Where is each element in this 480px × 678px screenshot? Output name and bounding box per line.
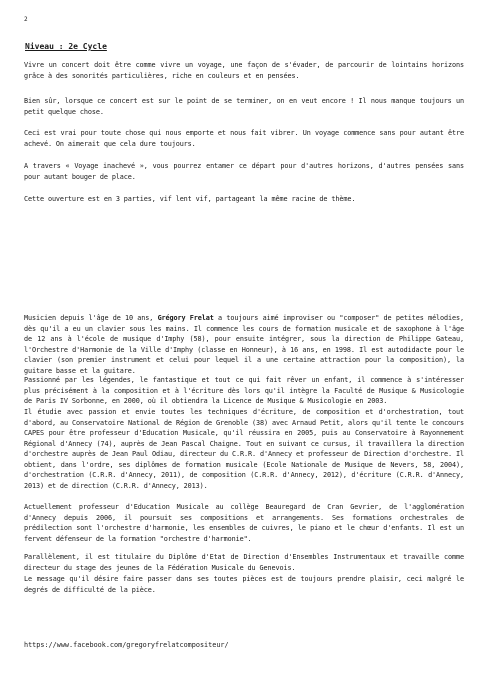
bio-paragraph-3: Il étudie avec passion et envie toutes les techniques d'écriture, de composition et d'orchestration, tout d'abord, au Conservatoire National de Région de Grenoble (38) avec Arnaud Petit, alors qu'il tente le concours CAPES pour être professeur d'Education Musicale, qu'il réussira en 2005, puis au Conservatoire à Rayonnement Régional d'Annecy (74), auprès de Jean Pascal Chaigne. Tout en suivant ce cursus, il travaillera la direction d'orchestre auprès de Jean Paul Odiau, directeur du C.R.R. d'Annecy et professeur de Direction d'orchestre. Il obtient, dans l'ordre, ses diplômes de formation musicale (Ecole Nationale de Musique de Nevers, 58, 2004), d'orchestration (C.R.R. d'Annecy, 2011), de composition (C.R.R. d'Annecy, 2012), d'écriture (C.R.R. d'Annecy, 2013) et de direction (C.R.R. d'Annecy, 2013). (24, 408, 464, 490)
bio-paragraph-6: Le message qu'il désire faire passer dans ses toutes pièces est de toujours prendre plaisir, ceci malgré le degrés de difficulté de la pièce. (24, 575, 464, 594)
facebook-link[interactable]: https://www.facebook.com/gregoryfrelatcompositeur/ (24, 641, 229, 649)
bio-paragraph-2: Passionné par les légendes, le fantastique et tout ce qui fait rêver un enfant, il commence à s'intéresser plus précisément à la composition et à l'écriture dès lors qu'il intègre la Faculté de Musique & Musicologie de Paris IV Sorbonne, en 2000, où il obtiendra la Licence de Musique & Musicologie en 2003. (24, 376, 464, 405)
bio-paragraph-1 (24, 313, 464, 376)
intro-paragraph-2: Bien sûr, lorsque ce concert est sur le point de se terminer, on en veut encore ! Il nous manque toujours un petit quelque chose. (24, 97, 464, 116)
intro-paragraph-1: Vivre un concert doit être comme vivre un voyage, une façon de s'évader, de parcourir de lointains horizons grâce à des sonorités particulières, riche en couleurs et en pensées. (24, 61, 464, 80)
bio-paragraph-5: Parallèlement, il est titulaire du Diplôme d'Etat de Direction d'Ensembles Instrumentaux et travaille comme directeur du stage des jeunes de la Fédération Musicale du Genevois. (24, 553, 464, 572)
bio-p1-end: a toujours aimé improviser ou "composer" de petites mélodies, dès qu'il a eu un clavier sous les mains. Il commence les cours de formation musicale et de saxophone à l'âge de 12 ans à l'école de musique d'Imphy (58), pour ensuite intégrer, sous la direction de Philippe Gateau, l'Orchestre d'Harmonie de la Ville d'Imphy (classe en Honneur), à 16 ans, en 1998. Il est autodidacte pour le clavier (son premier instrument et celui pour lequel il a une certaine attraction pour la composition), la guitare basse et la guitare. (24, 314, 464, 375)
intro-paragraph-4: A travers « Voyage inachevé », vous pourrez entamer ce départ pour d'autres horizons, d'autres pensées sans pour autant bouger de place. (24, 162, 464, 181)
intro-paragraph-3: Ceci est vrai pour toute chose qui nous emporte et nous fait vibrer. Un voyage commence sans pour autant être achevé. On aimerait que cela dure toujours. (24, 129, 464, 148)
bio-paragraph-4: Actuellement professeur d'Education Musicale au collège Beauregard de Cran Gevrier, de l'agglomération d'Annecy depuis 2006, il poursuit ses compositions et arrangements. Ses formations orchestrales de prédilection sont l'orchestre d'harmonie, les ensembles de cuivres, le piano et le chœur d'enfants. Il est un fervent défenseur de la formation "orchestre d'harmonie". (24, 503, 464, 543)
intro-paragraph-5: Cette ouverture est en 3 parties, vif lent vif, partageant la même racine de thème. (24, 195, 356, 203)
bio-p1-start: Musicien depuis l'âge de 10 ans, (24, 314, 158, 322)
level-heading: Niveau : 2e Cycle (25, 42, 107, 51)
composer-name: Grégory Frelat (157, 314, 214, 322)
page-number: 2 (24, 16, 28, 23)
